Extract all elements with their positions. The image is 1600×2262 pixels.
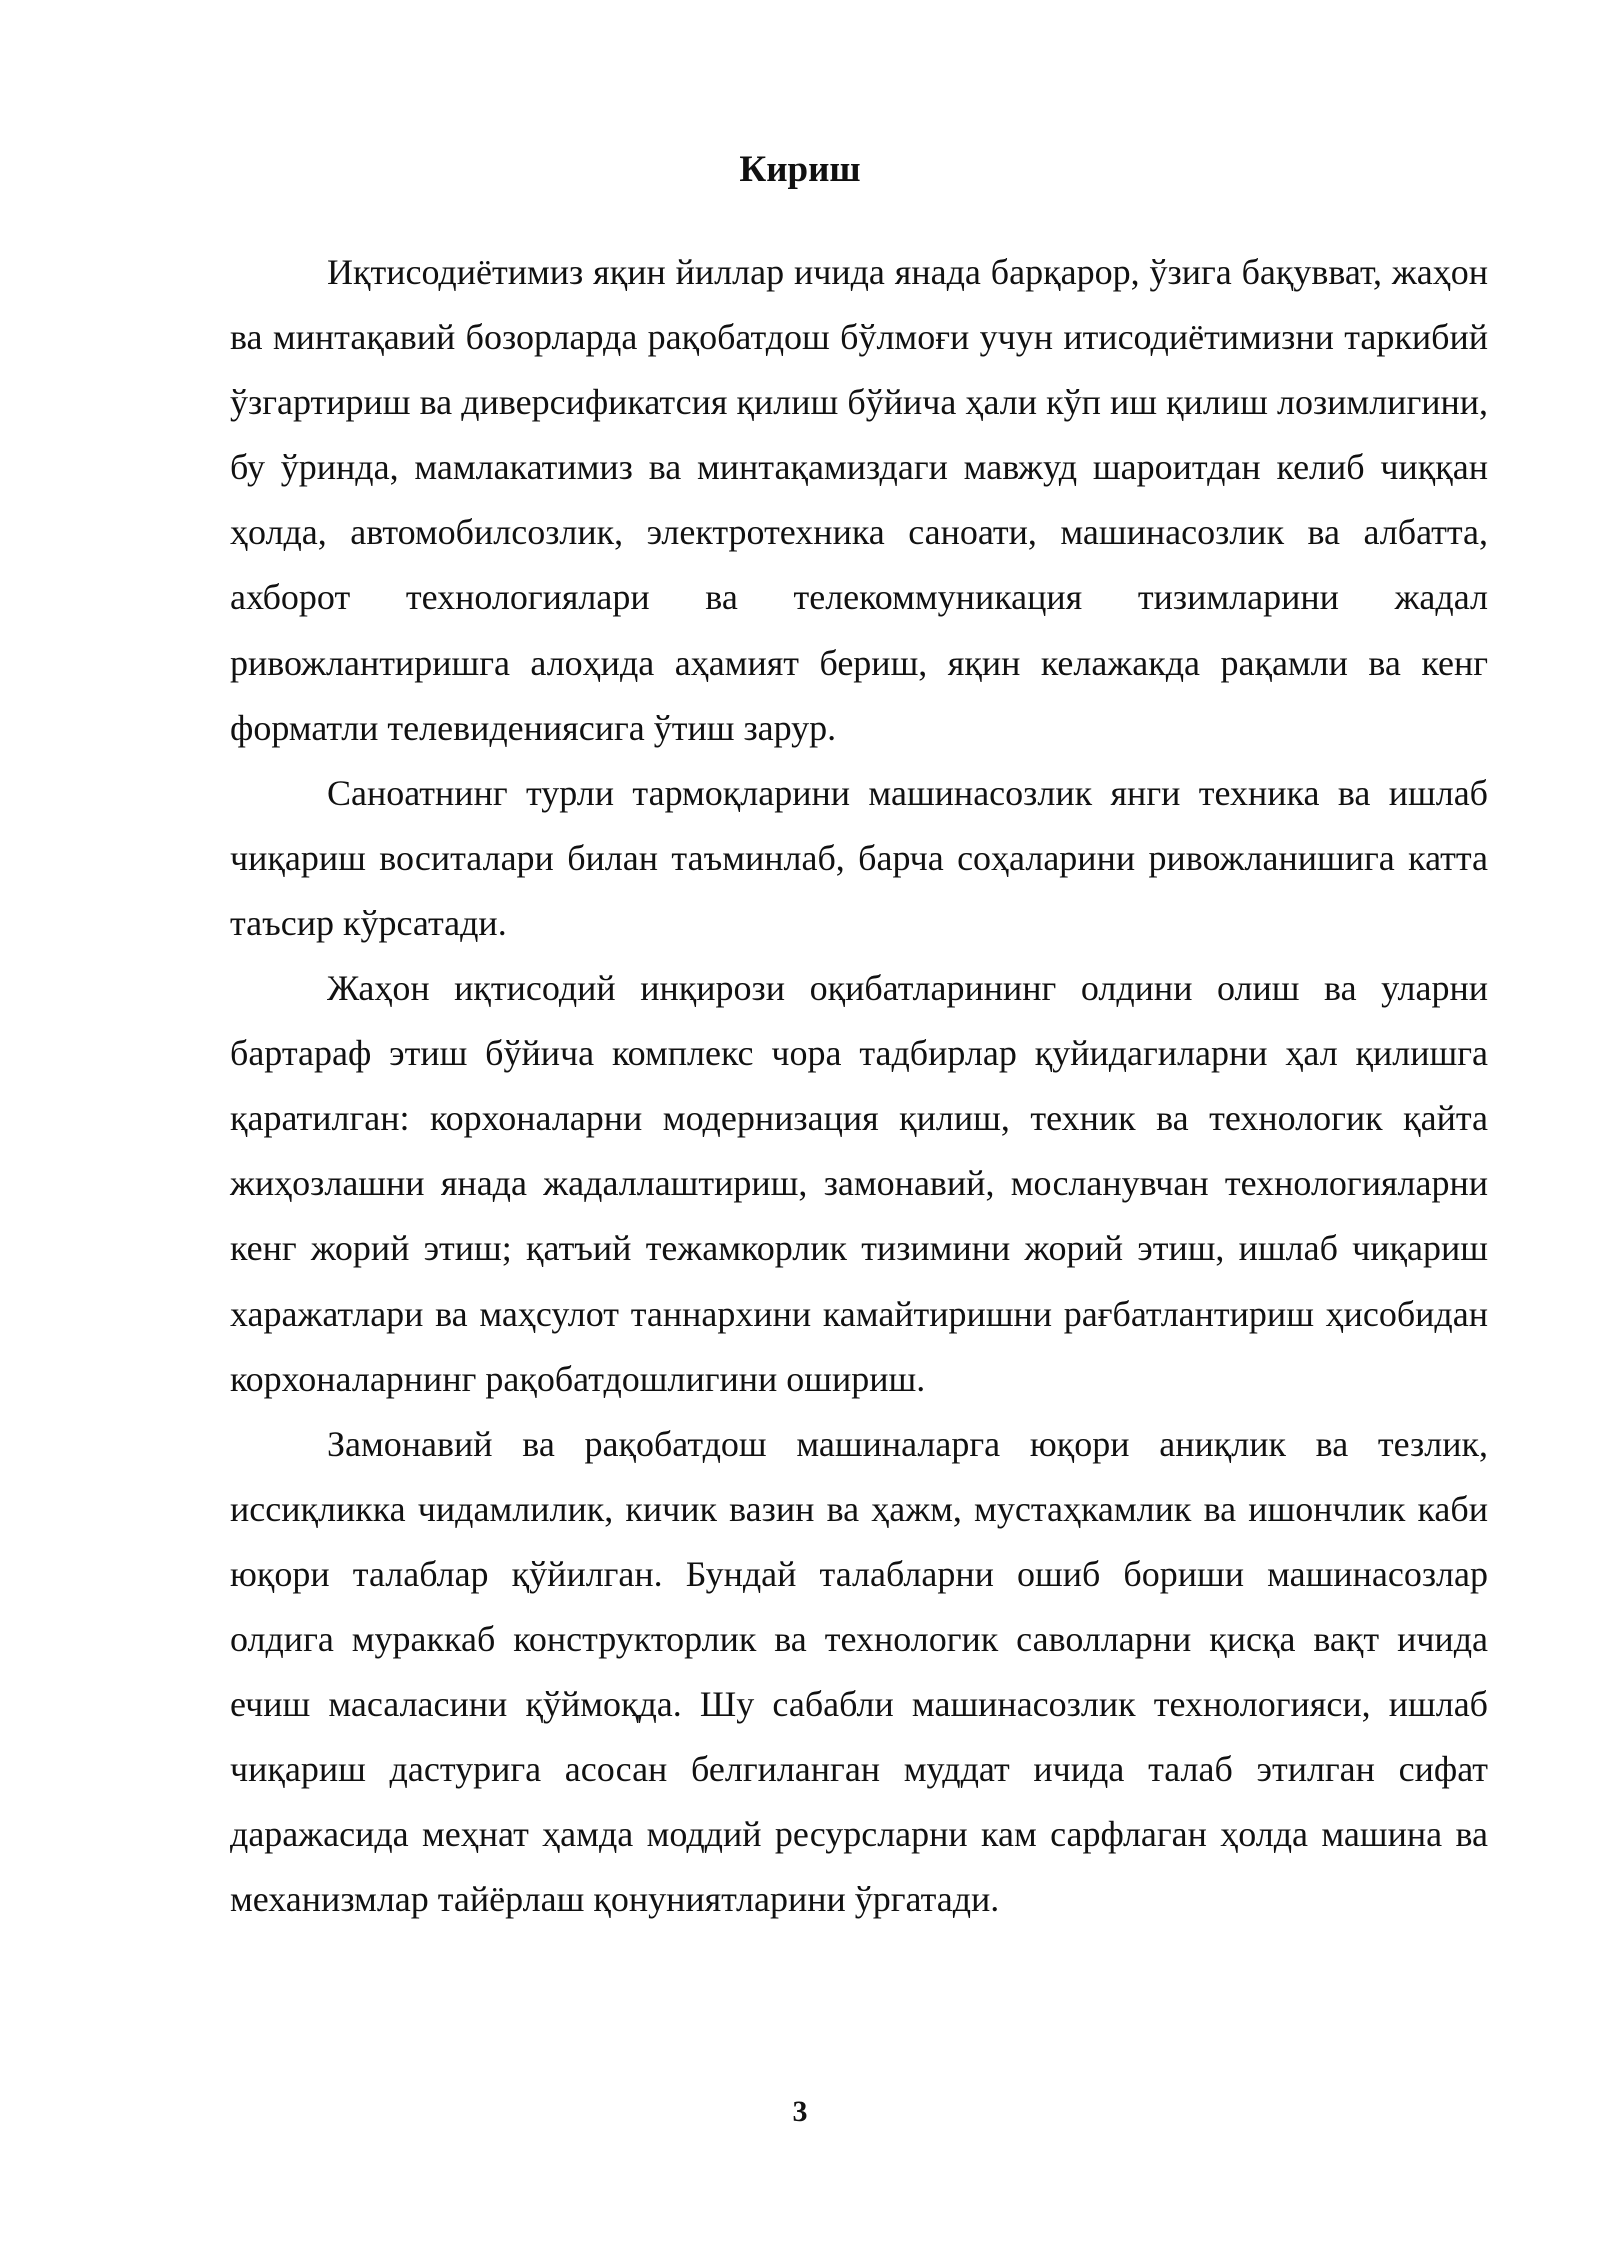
page-number: 3 [792, 2095, 808, 2128]
paragraph-1: Иқтисодиётимиз яқин йиллар ичида янада барқарор, ўзига бақувват, жаҳон ва минтақавий бозорларда рақобатдош бўлмоғи учун итисодиётимизни таркибий ўзгартириш ва диверсификатсия қилиш бўйича ҳали кўп иш қилиш лозимлигини, бу ўринда, мамлакатимиз ва минтақамиздаги мавжуд шароитдан келиб чиққан ҳолда, автомобилсозлик, электротехника саноати, машинасозлик ва албатта, ахборот технологиялари ва телекоммуникация тизимларини жадал ривожлантиришга алоҳида аҳамият бериш, яқин келажакда рақамли ва кенг форматли телевидениясига ўтиш зарур. [230, 252, 1488, 748]
paragraph-4: Замонавий ва рақобатдош машиналарга юқори аниқлик ва тезлик, иссиқликка чидамлилик, кичик вазин ва ҳажм, мустаҳкамлик ва ишончлик каби юқори талаблар қўйилган. Бундай талабларни ошиб бориши машинасозлар олдига мураккаб конструкторлик ва технологик саволларни қисқа вақт ичида ечиш масаласини қўймоқда. Шу сабабли машинасозлик технологияси, ишлаб чиқариш дастурига асосан белгиланган муддат ичида талаб этилган сифат даражасида меҳнат ҳамда моддий ресурсларни кам сарфлаган ҳолда машина ва механизмлар тайёрлаш қонуниятларини ўргатади. [230, 1423, 1488, 1920]
page-title: Кириш [739, 149, 861, 190]
paragraph-2: Саноатнинг турли тармоқларини машинасозлик янги техника ва ишлаб чиқариш воситалари билан таъминлаб, барча соҳаларини ривожланишига катта таъсир кўрсатади. [230, 772, 1488, 943]
paragraph-3: Жаҳон иқтисодий инқирози оқибатларининг олдини олиш ва уларни бартараф этиш бўйича комплекс чора тадбирлар қуйидагиларни ҳал қилишга қаратилган: корхоналарни модернизация қилиш, техник ва технологик қайта жиҳозлашни янада жадаллаштириш, замонавий, мосланувчан технологияларни кенг жорий этиш; қатъий тежамкорлик тизимини жорий этиш, ишлаб чиқариш харажатлари ва маҳсулот таннархини камайтиришни рағбатлантириш ҳисобидан корхоналарнинг рақобатдошлигини ошириш. [230, 968, 1488, 1399]
document-body [230, 240, 1488, 1932]
